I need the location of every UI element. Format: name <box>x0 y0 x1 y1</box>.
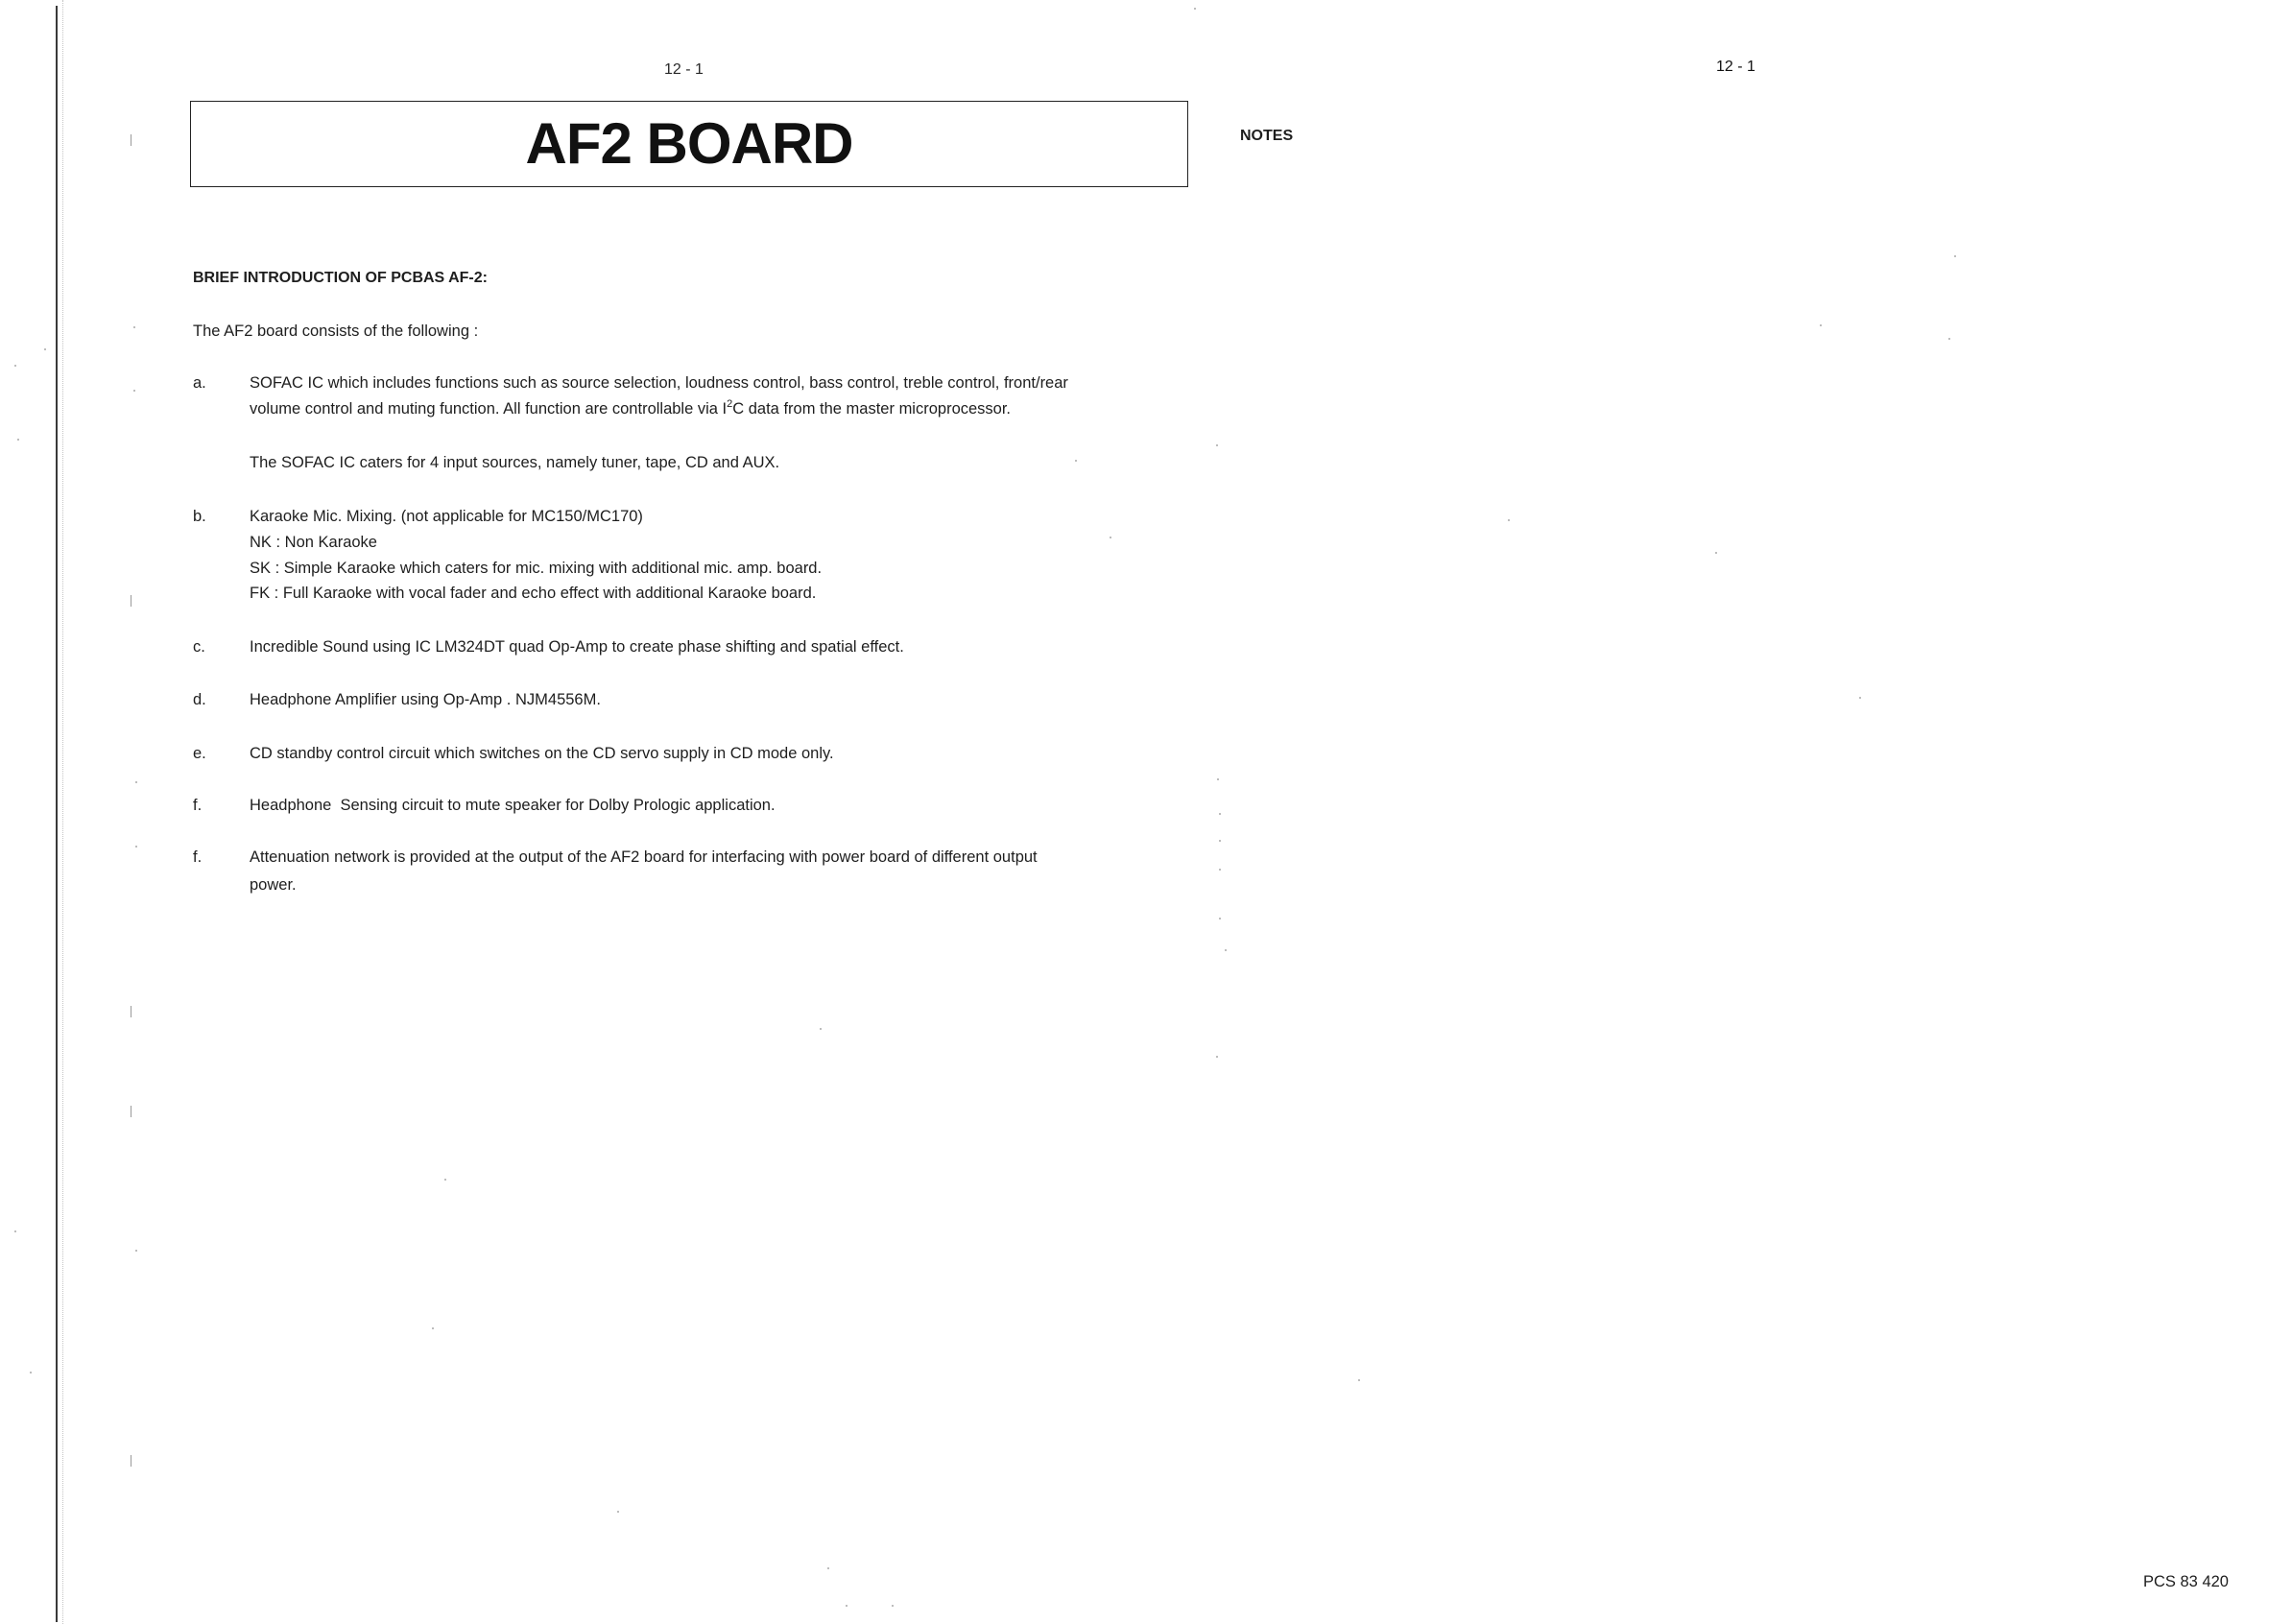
scan-speck <box>444 1179 446 1181</box>
scan-speck <box>1219 840 1221 842</box>
list-line: FK : Full Karaoke with vocal fader and echo effect with additional Karaoke board. <box>250 585 817 602</box>
scan-speck <box>17 439 19 441</box>
list-note: The SOFAC IC caters for 4 input sources, namely tuner, tape, CD and AUX. <box>250 454 780 471</box>
list-line-text: volume control and muting function. All function are controllable via I <box>250 400 728 418</box>
list-line: NK : Non Karaoke <box>250 534 377 551</box>
list-line: Attenuation network is provided at the output of the AF2 board for interfacing with power board of different output <box>250 848 1038 866</box>
scan-speck <box>892 1605 894 1607</box>
scan-speck <box>1110 537 1111 538</box>
list-line: power. <box>250 876 297 894</box>
list-label-a: a. <box>193 374 206 392</box>
list-label-d: d. <box>193 691 206 708</box>
superscript-two: 2 <box>727 398 733 410</box>
list-line: SOFAC IC which includes functions such as source selection, loudness control, bass control, treble control, front/rear <box>250 374 1068 392</box>
scan-speck <box>44 348 46 350</box>
list-label-c: c. <box>193 638 205 656</box>
scan-speck <box>1820 324 1822 326</box>
page-title: AF2 BOARD <box>525 111 853 176</box>
list-line-text: C data from the master microprocessor. <box>732 400 1012 418</box>
list-line: Headphone Amplifier using Op-Amp . NJM4556M. <box>250 691 601 708</box>
scan-speck <box>1225 949 1227 951</box>
scan-speck <box>617 1511 619 1513</box>
scan-speck <box>135 781 137 783</box>
scan-speck <box>820 1028 822 1030</box>
scan-speck <box>135 1250 137 1252</box>
list-label-e: e. <box>193 745 206 762</box>
scan-speck <box>1216 444 1218 446</box>
list-line: CD standby control circuit which switches on the CD servo supply in CD mode only. <box>250 745 834 762</box>
scan-speck <box>30 1372 32 1373</box>
list-line <box>250 399 1011 418</box>
title-box <box>190 101 1188 187</box>
scan-speck <box>1216 1056 1218 1058</box>
page-number-right: 12 - 1 <box>1716 59 1755 75</box>
list-label-f: f. <box>193 797 203 814</box>
list-label-f-second: f. <box>193 848 203 866</box>
section-lead: The AF2 board consists of the following : <box>193 322 479 340</box>
scan-speck <box>1859 697 1861 699</box>
section-heading: BRIEF INTRODUCTION OF PCBAS AF-2: <box>193 270 488 286</box>
list-line: Karaoke Mic. Mixing. (not applicable for MC150/MC170) <box>250 508 643 525</box>
scan-speck <box>1715 552 1717 554</box>
notes-heading: NOTES <box>1240 128 1294 144</box>
scan-speck <box>1948 338 1950 340</box>
list-line: Headphone Sensing circuit to mute speaker for Dolby Prologic application. <box>250 797 776 814</box>
list-line: SK : Simple Karaoke which caters for mic. mixing with additional mic. amp. board. <box>250 560 823 577</box>
scan-speck <box>1358 1379 1360 1381</box>
scan-speck <box>1508 519 1510 521</box>
scan-speck <box>14 1230 16 1232</box>
scan-speck <box>1219 869 1221 871</box>
scan-speck <box>432 1327 434 1329</box>
scan-speck <box>827 1567 829 1569</box>
scan-speck <box>135 846 137 848</box>
scan-speck <box>1075 460 1077 462</box>
scan-speck <box>133 326 135 328</box>
scan-speck <box>133 390 135 392</box>
scan-edge-line <box>56 6 58 1622</box>
scan-speck <box>846 1605 848 1607</box>
scan-speck <box>1217 778 1219 780</box>
page-number-left: 12 - 1 <box>664 61 704 78</box>
scan-speck <box>1954 255 1956 257</box>
list-line: Incredible Sound using IC LM324DT quad Op-Amp to create phase shifting and spatial effect. <box>250 638 904 656</box>
list-label-b: b. <box>193 508 206 525</box>
scan-speck <box>1194 8 1196 10</box>
scan-speck <box>14 365 16 367</box>
scan-speck <box>1219 918 1221 919</box>
document-code: PCS 83 420 <box>2143 1573 2229 1590</box>
scan-dotted-line <box>62 0 63 1624</box>
scan-speck <box>1219 813 1221 815</box>
